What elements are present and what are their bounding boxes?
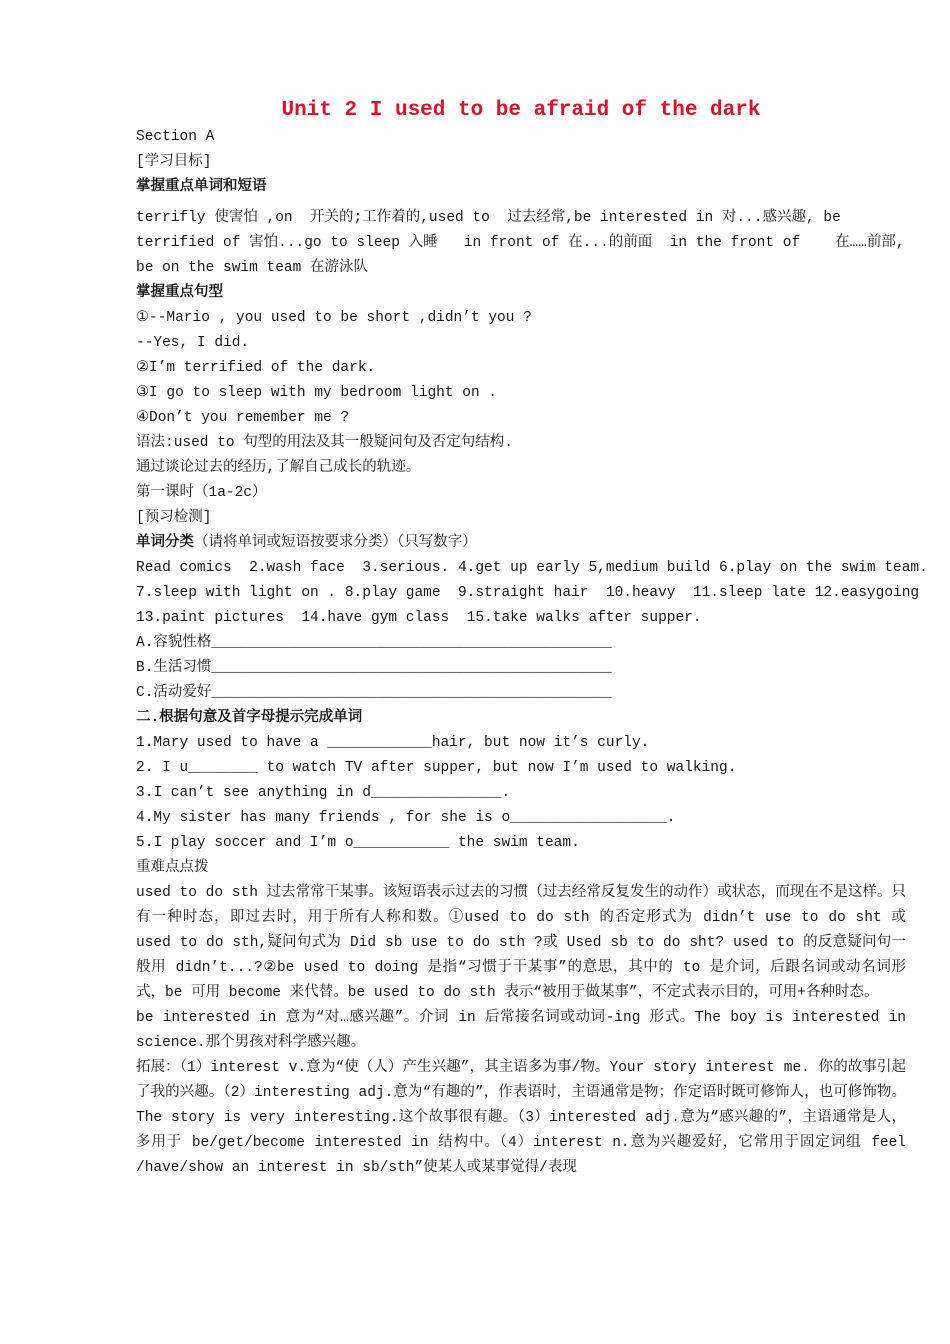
classify-line: Read comics 2.wash face 3.serious. 4.get up early 5,medium build 6.play on the swim team. (136, 560, 928, 576)
document-body (136, 125, 928, 1181)
category-blank: B.生活习惯______________________________________________ (136, 660, 612, 676)
grammar-note: 语法:used to 句型的用法及其一般疑问句及否定句结构. (136, 435, 514, 451)
fill-item: 5.I play soccer and I’m o___________ the swim team. (136, 835, 580, 851)
learning-goal: 通过谈论过去的经历,了解自己成长的轨迹。 (136, 460, 421, 476)
fill-item: 2. I u________ to watch TV after supper, but now I’m used to walking. (136, 760, 737, 776)
explanation-paragraph: used to do sth 过去常常干某事。该短语表示过去的习惯（过去经常反复发生的动作）或状态，而现在不是这样。只有一种时态，即过去时，用于所有人称和数。①used to do sth 的否定形式为 didn’t use to do sht 或 used to do sth,疑问句式为 Did sb use to do sth ?或 Used sb to do sht? used to 的反意疑问句一般用 didn’t...?②be used to doing 是指“习惯于干某事”的意思，其中的 to 是介词，后跟名词或动名词形式，be 可用 become 来代替。be used to do sth 表示“被用于做某事”，不定式表示目的，可用+各种时态。 (136, 885, 906, 1001)
preview-heading: [预习检测] (136, 510, 212, 526)
classify-heading-row (136, 531, 906, 556)
sentence-item: ④Don’t you remember me ? (136, 410, 350, 426)
objectives-heading: [学习目标] (136, 154, 212, 170)
explanation-block (136, 881, 906, 1181)
key-heading: 重难点点拨 (136, 860, 209, 876)
fill-item: 4.My sister has many friends , for she is o__________________. (136, 810, 676, 826)
sentence-item: ②I’m terrified of the dark. (136, 360, 376, 376)
section-label: Section A (136, 129, 215, 145)
vocab-heading: 掌握重点单词和短语 (136, 179, 267, 195)
sentence-item: --Yes, I did. (136, 335, 250, 351)
vocab-line: terrifly 使害怕 ,on 开关的;工作着的,used to 过去经常,be interested in 对...感兴趣, be (136, 210, 841, 226)
sentences-heading: 掌握重点句型 (136, 285, 223, 301)
explanation-paragraph: be interested in 意为“对…感兴趣”。介词 in 后常接名词或动词-ing 形式。The boy is interested in science.那个男孩对科学感兴趣。 (136, 1010, 906, 1051)
document-title: Unit 2 I used to be afraid of the dark (281, 99, 761, 122)
sentence-item: ①--Mario , you used to be short ,didn’t you ? (136, 310, 532, 326)
classify-note: （请将单词或短语按要求分类）（只写数字） (194, 535, 477, 551)
category-blank: C.活动爱好______________________________________________ (136, 685, 612, 701)
sentence-item: ③I go to sleep with my bedroom light on . (136, 385, 498, 401)
vocab-line: be on the swim team 在游泳队 (136, 260, 369, 276)
classify-heading: 单词分类 (136, 535, 194, 551)
vocab-line: terrified of 害怕...go to sleep 入睡 in front of 在...的前面 in the front of 在……前部, (136, 235, 905, 251)
lesson-label: 第一课时（1a-2c） (136, 485, 267, 501)
fill-item: 3.I can’t see anything in d_______________. (136, 785, 511, 801)
classify-line: 13.paint pictures 14.have gym class 15.take walks after supper. (136, 610, 702, 626)
classify-line: 7.sleep with light on . 8.play game 9.straight hair 10.heavy 11.sleep late 12.easygoing (136, 585, 920, 601)
explanation-paragraph: 拓展：（1）interest v.意为“使（人）产生兴趣”，其主语多为事/物。Your story interest me. 你的故事引起了我的兴趣。（2）interesting adj.意为“有趣的”，作表语时，主语通常是物；作定语时既可修饰人，也可修饰物。The story is very interesting.这个故事很有趣。（3）interested adj.意为“感兴趣的”，主语通常是人，多用于 be/get/become interested in 结构中。（4）interest n.意为兴趣爱好，它常用于固定词组 feel /have/show an interest in sb/sth”使某人或某事觉得/表现 (136, 1060, 906, 1176)
category-blank: A.容貌性格______________________________________________ (136, 635, 612, 651)
part2-heading: 二.根据句意及首字母提示完成单词 (136, 710, 363, 726)
fill-item: 1.Mary used to have a ____________hair, but now it’s curly. (136, 735, 650, 751)
